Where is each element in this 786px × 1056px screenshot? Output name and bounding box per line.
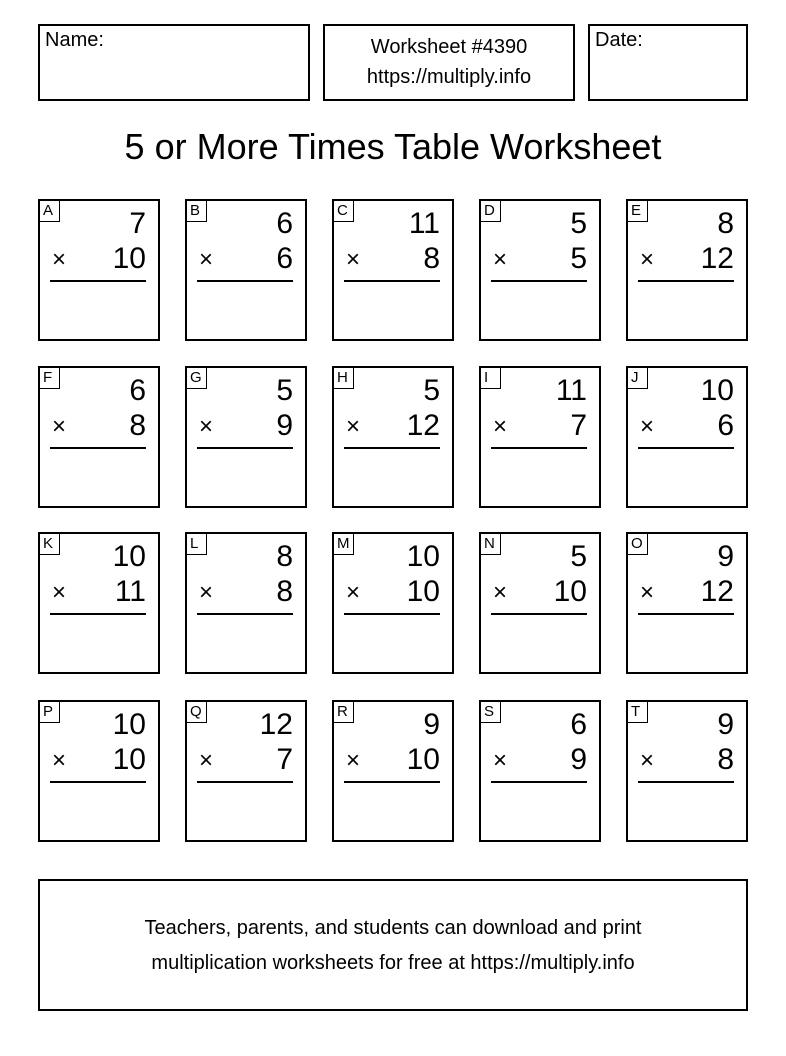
multiplicand: 7 [129, 207, 146, 240]
multiplicand: 10 [112, 540, 146, 573]
answer-line [50, 613, 146, 615]
multiplier: 10 [112, 743, 146, 776]
problem-letter: S [481, 702, 501, 723]
problem-card[interactable] [185, 366, 307, 508]
problem-card[interactable] [479, 199, 601, 341]
problem-card[interactable] [626, 199, 748, 341]
multiplicand: 6 [129, 374, 146, 407]
multiplicand: 8 [717, 207, 734, 240]
worksheet-number: Worksheet #4390 [370, 36, 528, 58]
problem-card[interactable] [332, 700, 454, 842]
multiplier: 12 [406, 409, 440, 442]
multiplicand: 10 [406, 540, 440, 573]
problem-card[interactable] [626, 366, 748, 508]
problem-letter: J [628, 368, 648, 389]
times-icon: × [346, 579, 361, 606]
answer-line [638, 280, 734, 282]
page-title: 5 or More Times Table Worksheet [124, 126, 662, 167]
multiplier: 11 [114, 575, 146, 608]
multiplier: 8 [717, 743, 734, 776]
problem-letter: C [334, 201, 354, 222]
answer-line [638, 781, 734, 783]
times-icon: × [493, 579, 508, 606]
multiplicand: 11 [555, 374, 587, 407]
date-label: Date: [595, 29, 643, 51]
problem-card[interactable] [185, 199, 307, 341]
problem-card[interactable] [332, 532, 454, 674]
problem-letter: M [334, 534, 354, 555]
multiplicand: 11 [408, 207, 440, 240]
answer-line [491, 280, 587, 282]
footer-box [38, 879, 748, 1011]
multiplier: 6 [276, 242, 293, 275]
times-icon: × [199, 747, 214, 774]
problem-letter: G [187, 368, 207, 389]
multiplicand: 5 [276, 374, 293, 407]
multiplier: 10 [553, 575, 587, 608]
times-icon: × [493, 246, 508, 273]
times-icon: × [346, 747, 361, 774]
times-icon: × [640, 579, 655, 606]
problem-letter: P [40, 702, 60, 723]
answer-line [197, 613, 293, 615]
problem-letter: B [187, 201, 207, 222]
multiplicand: 9 [717, 708, 734, 741]
multiplier: 7 [276, 743, 293, 776]
multiplier: 10 [406, 743, 440, 776]
times-icon: × [52, 413, 67, 440]
multiplicand: 12 [259, 708, 293, 741]
problem-letter: A [40, 201, 60, 222]
problem-letter: L [187, 534, 207, 555]
multiplier: 9 [276, 409, 293, 442]
times-icon: × [493, 747, 508, 774]
problem-card[interactable] [479, 532, 601, 674]
times-icon: × [493, 413, 508, 440]
problem-letter: D [481, 201, 501, 222]
problem-letter: T [628, 702, 648, 723]
name-label: Name: [45, 29, 104, 51]
problem-card[interactable] [185, 532, 307, 674]
times-icon: × [346, 246, 361, 273]
problem-letter: F [40, 368, 60, 389]
problem-letter: H [334, 368, 354, 389]
times-icon: × [640, 747, 655, 774]
problem-letter: N [481, 534, 501, 555]
multiplicand: 10 [112, 708, 146, 741]
multiplier: 8 [276, 575, 293, 608]
answer-line [638, 447, 734, 449]
multiplicand: 5 [423, 374, 440, 407]
times-icon: × [52, 246, 67, 273]
problem-letter: I [481, 368, 501, 389]
multiplier: 8 [129, 409, 146, 442]
answer-line [491, 613, 587, 615]
answer-line [197, 280, 293, 282]
multiplicand: 6 [276, 207, 293, 240]
answer-line [50, 447, 146, 449]
times-icon: × [199, 246, 214, 273]
problem-letter: K [40, 534, 60, 555]
problem-letter: R [334, 702, 354, 723]
problem-letter: O [628, 534, 648, 555]
answer-line [491, 447, 587, 449]
multiplier: 5 [570, 242, 587, 275]
multiplicand: 8 [276, 540, 293, 573]
answer-line [491, 781, 587, 783]
problem-card[interactable] [38, 366, 160, 508]
problem-letter: E [628, 201, 648, 222]
footer-line-1: Teachers, parents, and students can download and print [144, 917, 642, 939]
answer-line [638, 613, 734, 615]
multiplicand: 6 [570, 708, 587, 741]
multiplier: 12 [700, 242, 734, 275]
problem-card[interactable] [332, 366, 454, 508]
times-icon: × [52, 747, 67, 774]
problem-card[interactable] [38, 532, 160, 674]
problem-letter: Q [187, 702, 207, 723]
multiplicand: 5 [570, 207, 587, 240]
answer-line [344, 280, 440, 282]
multiplier: 10 [112, 242, 146, 275]
answer-line [197, 447, 293, 449]
answer-line [197, 781, 293, 783]
problem-card[interactable] [626, 700, 748, 842]
times-icon: × [52, 579, 67, 606]
problem-card[interactable] [38, 199, 160, 341]
multiplier: 7 [570, 409, 587, 442]
answer-line [50, 280, 146, 282]
problem-card[interactable] [479, 700, 601, 842]
answer-line [344, 447, 440, 449]
multiplier: 9 [570, 743, 587, 776]
multiplicand: 9 [717, 540, 734, 573]
times-icon: × [199, 579, 214, 606]
times-icon: × [640, 413, 655, 440]
multiplier: 10 [406, 575, 440, 608]
worksheet-url: https://multiply.info [366, 66, 532, 88]
multiplier: 6 [717, 409, 734, 442]
multiplier: 8 [423, 242, 440, 275]
problem-card[interactable] [38, 700, 160, 842]
problem-card[interactable] [479, 366, 601, 508]
multiplicand: 9 [423, 708, 440, 741]
problem-card[interactable] [332, 199, 454, 341]
answer-line [344, 613, 440, 615]
footer-line-2: multiplication worksheets for free at https://multiply.info [151, 952, 635, 974]
multiplicand: 10 [700, 374, 734, 407]
times-icon: × [199, 413, 214, 440]
problem-card[interactable] [626, 532, 748, 674]
times-icon: × [640, 246, 655, 273]
problem-card[interactable] [185, 700, 307, 842]
times-icon: × [346, 413, 361, 440]
multiplicand: 5 [570, 540, 587, 573]
answer-line [50, 781, 146, 783]
answer-line [344, 781, 440, 783]
multiplier: 12 [700, 575, 734, 608]
